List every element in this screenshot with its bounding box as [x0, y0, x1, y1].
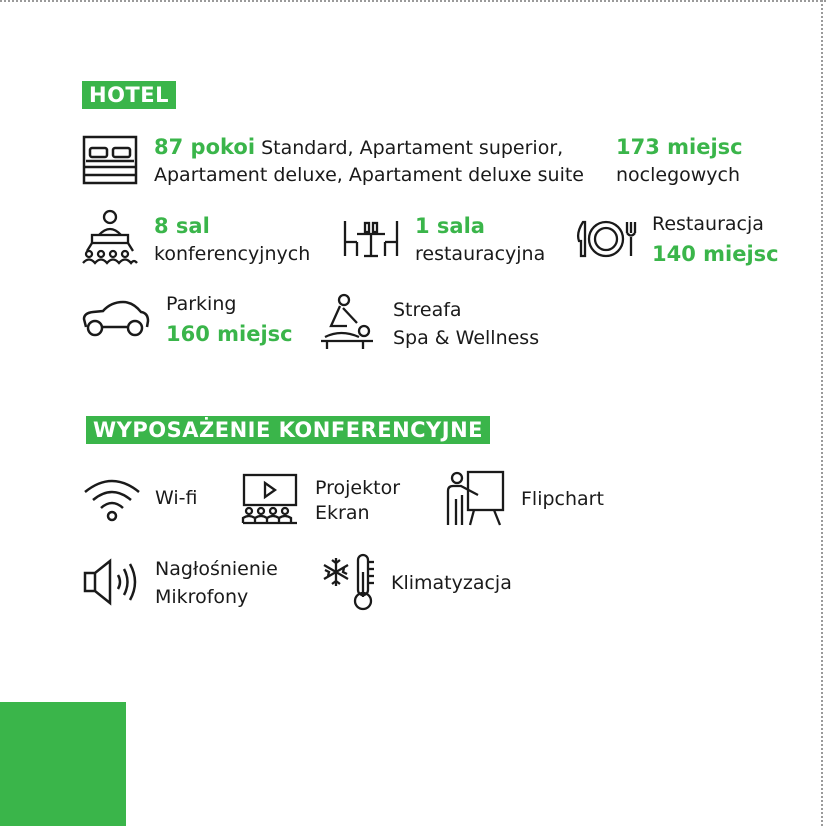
parking-spaces: 160 miejsc [166, 322, 293, 346]
flipchart-label: Flipchart [521, 488, 604, 510]
speaker-icon [82, 558, 142, 606]
bed-icon [81, 134, 139, 186]
snowflake-thermometer-icon [320, 552, 380, 612]
conference-icon [81, 209, 139, 267]
spa-line2: Spa & Wellness [393, 327, 540, 349]
restaurant-label: Restauracja [652, 213, 764, 235]
plate-cutlery-icon [575, 219, 637, 259]
dotted-right-border [821, 0, 823, 826]
car-icon [81, 299, 151, 339]
projector-line1: Projektor [315, 477, 400, 499]
restaurant-room-count: 1 sala [415, 214, 485, 238]
beds-label: noclegowych [616, 164, 741, 186]
rooms-line1 [154, 133, 563, 162]
green-corner-block [0, 702, 126, 826]
audio-line1: Nagłośnienie [155, 558, 278, 580]
rooms-types-line1: Standard, Apartament superior, [261, 137, 564, 159]
projector-line2: Ekran [315, 502, 370, 524]
ac-label: Klimatyzacja [391, 572, 512, 594]
wifi-label: Wi-fi [155, 487, 198, 509]
dotted-top-border [0, 0, 826, 2]
restaurant-room-label: restauracyjna [415, 243, 546, 265]
spa-line1: Streafa [393, 299, 462, 321]
parking-label: Parking [166, 293, 237, 315]
restaurant-seats: 140 miejsc [652, 242, 779, 266]
projector-icon [241, 472, 299, 526]
beds-count: 173 miejsc [616, 135, 743, 159]
massage-icon [317, 293, 375, 351]
conference-rooms-label: konferencyjnych [154, 243, 311, 265]
audio-line2: Mikrofony [155, 586, 249, 608]
conference-rooms-count: 8 sal [154, 214, 210, 238]
rooms-types-line2: Apartament deluxe, Apartament deluxe suite [154, 164, 584, 186]
dining-table-icon [342, 218, 400, 260]
rooms-count: 87 pokoi [154, 135, 256, 159]
hotel-section-label: HOTEL [82, 81, 176, 109]
flipchart-icon [444, 469, 506, 529]
equipment-section-label: WYPOSAŻENIE KONFERENCYJNE [86, 416, 490, 444]
wifi-icon [83, 476, 141, 522]
